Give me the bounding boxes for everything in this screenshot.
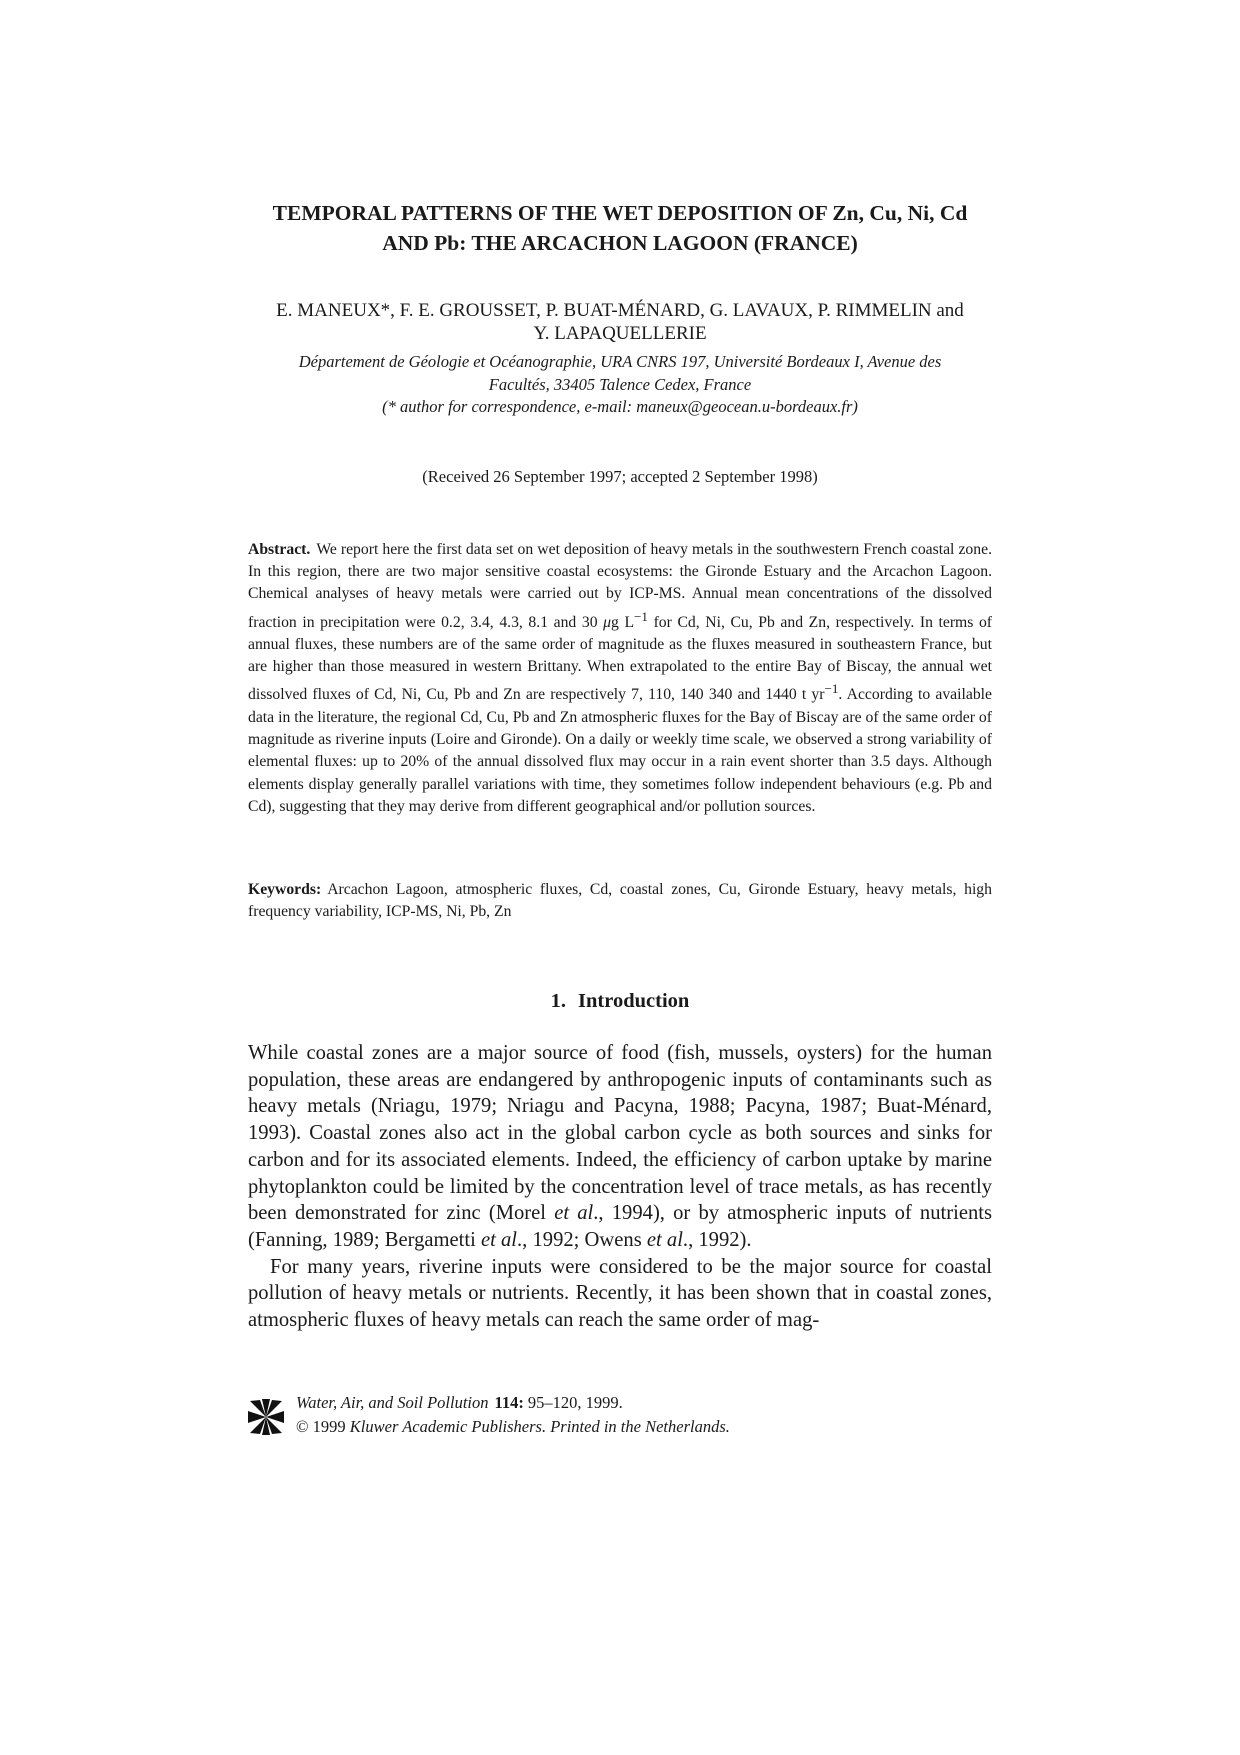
section-title: Introduction bbox=[578, 990, 690, 1012]
intro-p1-part-c: ., 1992; Owens bbox=[517, 1228, 642, 1251]
affiliation bbox=[248, 351, 992, 419]
paper-title bbox=[248, 198, 992, 258]
intro-paragraph-1 bbox=[248, 1040, 992, 1254]
authors-line-2: Y. LAPAQUELLERIE bbox=[533, 323, 707, 344]
journal-name: Water, Air, and Soil Pollution bbox=[296, 1393, 489, 1412]
journal-pages-year: 95–120, 1999. bbox=[527, 1393, 623, 1412]
correspondence-note: (* author for correspondence, e-mail: maneux@geocean.u-bordeaux.fr) bbox=[382, 397, 858, 416]
introduction-body bbox=[248, 1040, 992, 1334]
author-list bbox=[248, 299, 992, 345]
keywords-label: Keywords: bbox=[248, 881, 322, 898]
affiliation-line-1: Département de Géologie et Océanographie, URA CNRS 197, Université Bordeaux I, Avenue des bbox=[298, 352, 942, 371]
section-heading-introduction bbox=[248, 988, 992, 1014]
title-line-2: AND Pb: THE ARCACHON LAGOON (FRANCE) bbox=[382, 231, 858, 255]
abstract-label: Abstract. bbox=[248, 541, 311, 558]
copyright-line bbox=[296, 1415, 730, 1439]
intro-paragraph-2: For many years, riverine inputs were considered to be the major source for coastal pollution of heavy metals or nutrients. Recently, it has been shown that in coastal zones, atmospheric fluxes of heavy metals can reach the same order of mag- bbox=[248, 1255, 992, 1332]
publisher-note: Kluwer Academic Publishers. Printed in the Netherlands. bbox=[349, 1417, 730, 1436]
affiliation-line-2: Facultés, 33405 Talence Cedex, France bbox=[488, 374, 752, 394]
kluwer-logo-icon bbox=[248, 1397, 284, 1437]
authors-line-1: E. MANEUX*, F. E. GROUSSET, P. BUAT-MÉNARD, G. LAVAUX, P. RIMMELIN and bbox=[276, 300, 964, 321]
section-number: 1. bbox=[550, 990, 567, 1012]
et-al-1: et al bbox=[554, 1202, 594, 1225]
citation-line bbox=[296, 1391, 730, 1415]
unit-g-l: g L bbox=[611, 613, 635, 631]
et-al-3: et al bbox=[646, 1228, 683, 1251]
journal-volume: 114: bbox=[494, 1393, 524, 1412]
abstract bbox=[248, 539, 992, 818]
intro-p1-part-a: While coastal zones are a major source of food (fish, mussels, oysters) for the human population, these areas are endangered by anthropogenic inputs of contaminants such as heavy metals (Nriagu, 1979; Nriagu and Pacyna, 1988; Pacyna, 1987; Buat-Ménard, 1993). Coastal zones also act in the global carbon cycle as both sources and sinks for carbon and for its associated elements. Indeed, the efficiency of carbon uptake by marine phytoplankton could be limited by the concentration level of trace metals, as has recently been demonstrated for zinc (Morel bbox=[248, 1042, 992, 1225]
et-al-2: et al bbox=[481, 1228, 518, 1251]
abstract-text-a: We report here the first data set on wet deposition of heavy metals in the southwestern French coastal zone. In this region, there are two major sensitive coastal ecosystems: the Gironde Estuary and the Arcachon Lagoon. Chemical analyses of heavy metals were carried out by ICP-MS. Annual mean concentrations of the dissolved fraction in precipitation were 0.2, 3.4, 4.3, 8.1 and 30 bbox=[248, 541, 992, 631]
keywords bbox=[248, 879, 992, 923]
abstract-text-b: for Cd, Ni, Cu, Pb and Zn, respectively. In terms of annual fluxes, these numbers are of the same order of magnitude as the fluxes measured in southeastern France, but are higher than those measured in western Brittany. When extrapolated to the entire Bay of Biscay, the annual wet dissolved fluxes of Cd, Ni, Cu, Pb and Zn are respectively 7, 110, 140 340 and 1440 t yr bbox=[248, 613, 993, 704]
keywords-text: Arcachon Lagoon, atmospheric fluxes, Cd, coastal zones, Cu, Gironde Estuary, heavy metals, high frequency variability, ICP-MS, Ni, Pb, Zn bbox=[248, 881, 992, 921]
intro-p1-part-b: ., 1994), or by atmospheric inputs of nutrients (Fanning, 1989; Bergametti bbox=[248, 1202, 992, 1251]
received-dates: (Received 26 September 1997; accepted 2 September 1998) bbox=[422, 467, 818, 486]
unit-mu: μ bbox=[603, 613, 612, 631]
footer-lines bbox=[296, 1391, 730, 1439]
unit-exponent-1: −1 bbox=[634, 608, 648, 624]
unit-exponent-2: −1 bbox=[824, 681, 839, 697]
title-line-1: TEMPORAL PATTERNS OF THE WET DEPOSITION OF Zn, Cu, Ni, Cd bbox=[272, 201, 968, 225]
copyright-prefix: © 1999 bbox=[296, 1417, 346, 1436]
abstract-text-c: . According to available data in the literature, the regional Cd, Cu, Pb and Zn atmospheric fluxes for the Bay of Biscay are of the same order of magnitude as riverine inputs (Loire and Gironde). On a daily or weekly time scale, we observed a strong variability of elemental fluxes: up to 20% of the annual dissolved flux may occur in a rain event shorter than 3.5 days. Although elements display generally parallel variations with time, they sometimes follow independent behaviours (e.g. Pb and Cd), suggesting that they may derive from different geographical and/or pollution sources. bbox=[248, 686, 992, 815]
journal-footer bbox=[248, 1391, 992, 1451]
intro-p1-part-d: ., 1992). bbox=[682, 1228, 752, 1251]
